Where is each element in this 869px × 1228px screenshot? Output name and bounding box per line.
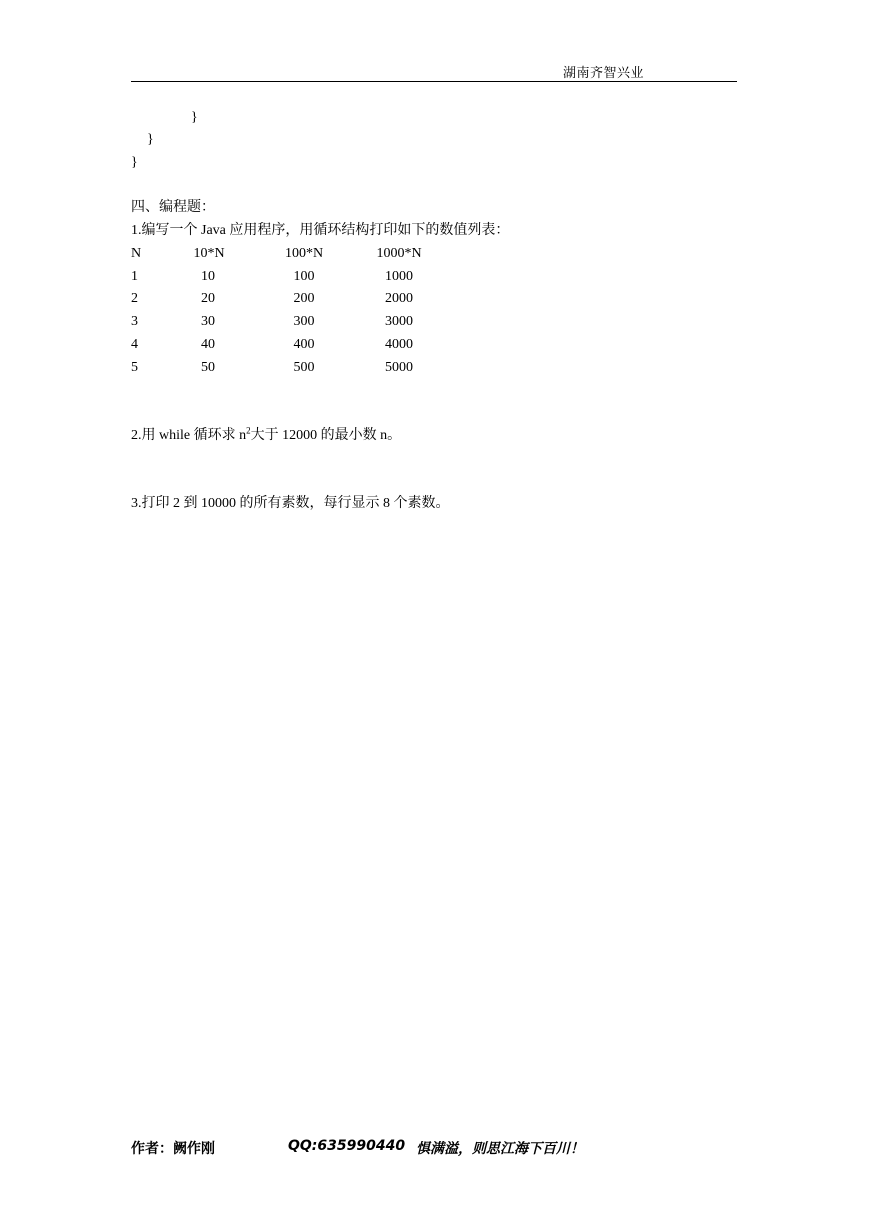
footer-author: 作者：阙作刚 (131, 1141, 215, 1157)
question-1-text: 1.编写一个 Java 应用程序，用循环结构打印如下的数值列表： (131, 223, 510, 238)
table-cell: 500 (293, 360, 315, 375)
table-cell: 1 (131, 269, 138, 284)
table-cell: 200 (293, 291, 315, 306)
table-cell: 10 (201, 269, 215, 284)
table-cell: 20 (201, 291, 215, 306)
question-2-text (131, 425, 402, 444)
question-2-exponent: 2 (246, 425, 251, 436)
question-3-text: 3.打印 2 到 10000 的所有素数，每行显示 8 个素数。 (131, 496, 450, 511)
footer-qq: QQ:635990440 (288, 1138, 406, 1154)
table-cell: 300 (293, 314, 315, 329)
closing-brace-middle: } (147, 132, 154, 147)
table-cell: 2 (131, 291, 138, 306)
footer-motto: 惧满溢，则思江海下百川！ (416, 1141, 584, 1157)
closing-brace-outer: } (131, 155, 138, 170)
table-cell: 4 (131, 337, 138, 352)
table-cell: 50 (201, 360, 215, 375)
table-cell: 3000 (385, 314, 413, 329)
table-cell: 2000 (385, 291, 413, 306)
table-header-10n: 10*N (193, 246, 225, 261)
section-title: 四、编程题： (131, 200, 215, 215)
table-cell: 1000 (385, 269, 413, 284)
table-header-100n: 100*N (284, 246, 324, 261)
table-cell: 400 (293, 337, 315, 352)
header-divider (131, 81, 737, 82)
table-header-n: N (131, 246, 142, 261)
page-header: 湖南齐智兴业 (563, 65, 645, 80)
table-cell: 40 (201, 337, 215, 352)
table-cell: 30 (201, 314, 215, 329)
closing-brace-inner: } (191, 110, 198, 125)
question-2-prefix: 2.用 while 循环求 n (131, 428, 247, 443)
table-cell: 5000 (385, 360, 413, 375)
table-cell: 5 (131, 360, 138, 375)
question-2-suffix: 大于 12000 的最小数 n。 (250, 428, 402, 443)
table-cell: 100 (293, 269, 315, 284)
table-cell: 4000 (385, 337, 413, 352)
table-header-1000n: 1000*N (376, 246, 422, 261)
table-cell: 3 (131, 314, 138, 329)
